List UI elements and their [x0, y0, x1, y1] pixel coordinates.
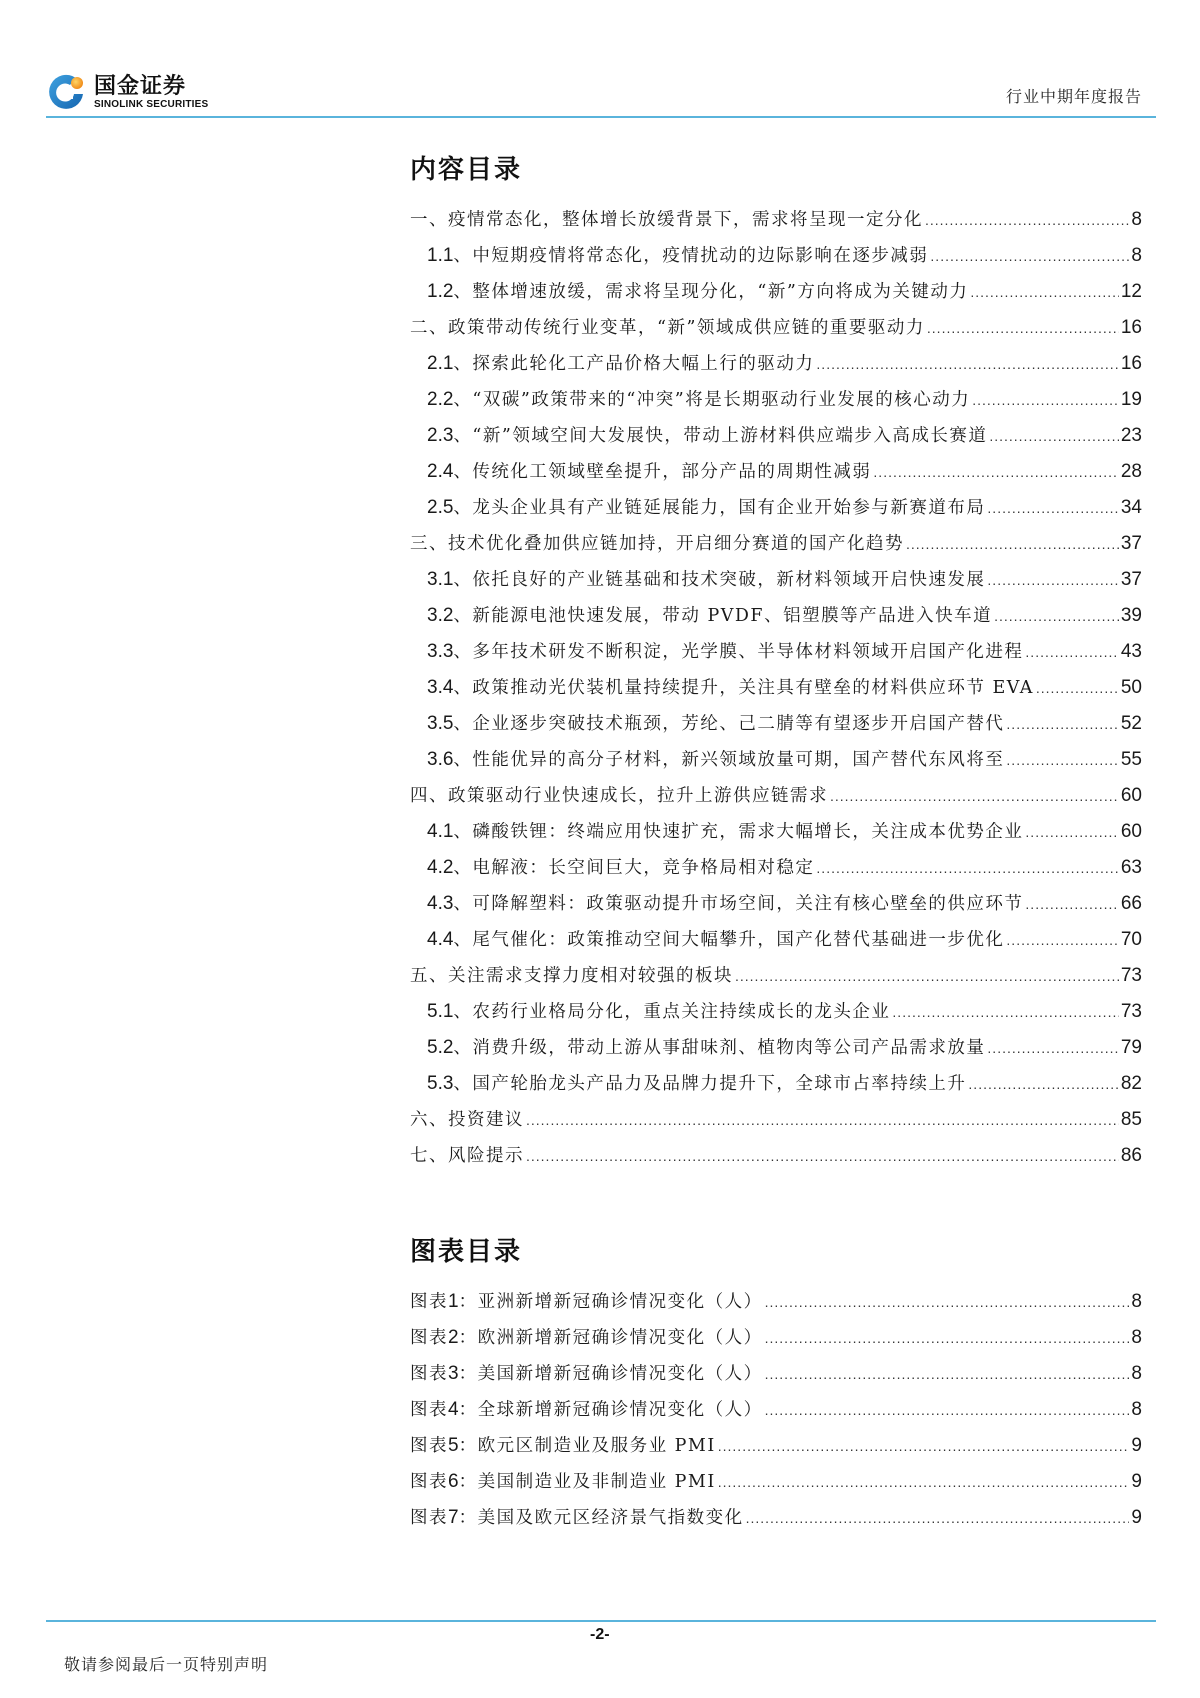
dot-leader [735, 958, 1119, 994]
toc-entry-label: 5.2、消费升级，带动上游从事甜味剂、植物肉等公司产品需求放量 [427, 1037, 986, 1058]
toc-entry-label: 1.2、整体增速放缓，需求将呈现分化，“新”方向将成为关键动力 [427, 281, 969, 302]
toc-entry[interactable] [410, 1030, 1142, 1066]
toc-entry-label: 2.2、“双碳”政策带来的“冲突”将是长期驱动行业发展的核心动力 [427, 389, 971, 410]
figure-entry-page: 9 [1131, 1507, 1142, 1528]
figure-entry-label: 图表6：美国制造业及非制造业 PMI [410, 1471, 716, 1492]
toc-entry[interactable] [410, 706, 1142, 742]
brand-name-en: SINOLINK SECURITIES [94, 99, 209, 110]
figure-entry[interactable] [410, 1464, 1142, 1500]
disclaimer-note: 敬请参阅最后一页特别声明 [64, 1655, 269, 1674]
figure-entry-page: 9 [1131, 1435, 1142, 1456]
toc-entry-label: 六、投资建议 [410, 1110, 524, 1130]
toc-entry-page: 8 [1131, 245, 1142, 266]
toc-entry-page: 37 [1120, 533, 1142, 554]
figure-entry[interactable] [410, 1320, 1142, 1356]
toc-entry-page: 23 [1120, 425, 1142, 446]
toc-entry-page: 73 [1120, 965, 1142, 986]
toc-entry-label: 一、疫情常态化，整体增长放缓背景下，需求将呈现一定分化 [410, 210, 923, 230]
toc-entry-page: 70 [1120, 929, 1142, 950]
toc-entry[interactable] [410, 454, 1142, 490]
dot-leader [765, 1356, 1130, 1392]
header-divider [46, 116, 1156, 118]
toc-entry-label: 二、政策带动传统行业变革，“新”领域成供应链的重要驱动力 [410, 318, 925, 338]
dot-leader [970, 274, 1119, 310]
dot-leader [765, 1284, 1130, 1320]
toc-entry[interactable] [410, 526, 1142, 562]
toc-entry-label: 3.6、性能优异的高分子材料，新兴领域放量可期，国产替代东风将至 [427, 749, 1005, 770]
toc-entry[interactable] [410, 994, 1142, 1030]
table-of-contents [410, 150, 1142, 1174]
dot-leader [1025, 634, 1118, 670]
toc-entry-label: 5.3、国产轮胎龙头产品力及品牌力提升下，全球市占率持续上升 [427, 1073, 967, 1094]
figure-list [410, 1284, 1142, 1536]
dot-leader [816, 850, 1118, 886]
dot-leader [765, 1392, 1130, 1428]
toc-entry[interactable] [410, 382, 1142, 418]
dot-leader [526, 1138, 1119, 1174]
dot-leader [718, 1464, 1130, 1500]
dot-leader [987, 490, 1118, 526]
toc-entry[interactable] [410, 1138, 1142, 1174]
dot-leader [746, 1500, 1130, 1536]
toc-entry[interactable] [410, 958, 1142, 994]
toc-entry[interactable] [410, 562, 1142, 598]
dot-leader [989, 418, 1119, 454]
brand-name-cn: 国金证券 [94, 74, 187, 99]
toc-entry[interactable] [410, 598, 1142, 634]
dot-leader [1006, 706, 1118, 742]
toc-entry-page: 16 [1120, 353, 1142, 374]
toc-entry-label: 2.3、“新”领域空间大发展快，带动上游材料供应端步入高成长赛道 [427, 425, 988, 446]
figure-entry[interactable] [410, 1284, 1142, 1320]
toc-title: 内容目录 [410, 155, 523, 185]
toc-entry[interactable] [410, 310, 1142, 346]
toc-entry-page: 60 [1120, 785, 1142, 806]
toc-entry-label: 3.3、多年技术研发不断积淀，光学膜、半导体材料领域开启国产化进程 [427, 641, 1024, 662]
toc-entry[interactable] [410, 742, 1142, 778]
figure-entry-label: 图表4：全球新增新冠确诊情况变化（人） [410, 1399, 763, 1420]
dot-leader [925, 202, 1129, 238]
dot-leader [892, 994, 1118, 1030]
dot-leader [927, 310, 1119, 346]
toc-entry-page: 82 [1120, 1073, 1142, 1094]
figure-entry[interactable] [410, 1356, 1142, 1392]
toc-entry-page: 37 [1120, 569, 1142, 590]
toc-entry[interactable] [410, 346, 1142, 382]
toc-entry-page: 28 [1120, 461, 1142, 482]
dot-leader [994, 598, 1119, 634]
toc-entry-page: 66 [1120, 893, 1142, 914]
toc-entry-label: 3.5、企业逐步突破技术瓶颈，芳纶、己二腈等有望逐步开启国产替代 [427, 713, 1005, 734]
dot-leader [906, 526, 1119, 562]
toc-entry[interactable] [410, 814, 1142, 850]
figure-entry-label: 图表7：美国及欧元区经济景气指数变化 [410, 1507, 744, 1528]
toc-entry-page: 50 [1120, 677, 1142, 698]
toc-entry-page: 52 [1120, 713, 1142, 734]
figure-entry-page: 9 [1131, 1471, 1142, 1492]
toc-entry-label: 4.4、尾气催化：政策推动空间大幅攀升，国产化替代基础进一步优化 [427, 929, 1005, 950]
figure-entry-label: 图表2：欧洲新增新冠确诊情况变化（人） [410, 1327, 763, 1348]
toc-entry-page: 19 [1120, 389, 1142, 410]
toc-entry-page: 12 [1120, 281, 1142, 302]
dot-leader [972, 382, 1119, 418]
page-header [46, 62, 1156, 118]
toc-entry-label: 1.1、中短期疫情将常态化，疫情扰动的边际影响在逐步减弱 [427, 245, 929, 266]
toc-entry-label: 2.5、龙头企业具有产业链延展能力，国有企业开始参与新赛道布局 [427, 497, 986, 518]
figure-entry[interactable] [410, 1428, 1142, 1464]
figure-entry-label: 图表3：美国新增新冠确诊情况变化（人） [410, 1363, 763, 1384]
toc-entry-page: 85 [1120, 1109, 1142, 1130]
dot-leader [987, 562, 1118, 598]
toc-entry[interactable] [410, 670, 1142, 706]
dot-leader [718, 1428, 1130, 1464]
toc-entry-label: 3.4、政策推动光伏装机量持续提升，关注具有壁垒的材料供应环节 EVA [427, 677, 1034, 698]
toc-entry-label: 四、政策驱动行业快速成长，拉升上游供应链需求 [410, 786, 828, 806]
toc-entry[interactable] [410, 778, 1142, 814]
toc-entry-label: 4.2、电解液：长空间巨大，竞争格局相对稳定 [427, 857, 815, 878]
figure-entry-page: 8 [1131, 1291, 1142, 1312]
dot-leader [1025, 886, 1118, 922]
figure-entry-label: 图表5：欧元区制造业及服务业 PMI [410, 1435, 716, 1456]
figure-entry[interactable] [410, 1392, 1142, 1428]
report-type: 行业中期年度报告 [1005, 87, 1142, 106]
toc-entry[interactable] [410, 238, 1142, 274]
dot-leader [873, 454, 1118, 490]
toc-list [410, 202, 1142, 1174]
toc-entry-page: 43 [1120, 641, 1142, 662]
toc-entry-label: 2.1、探索此轮化工产品价格大幅上行的驱动力 [427, 353, 815, 374]
toc-entry-label: 4.3、可降解塑料：政策驱动提升市场空间，关注有核心壁垒的供应环节 [427, 893, 1024, 914]
toc-entry-label: 三、技术优化叠加供应链加持，开启细分赛道的国产化趋势 [410, 534, 904, 554]
page-number: -2- [590, 1626, 610, 1643]
toc-entry-label: 七、风险提示 [410, 1146, 524, 1166]
figure-entry-page: 8 [1131, 1399, 1142, 1420]
dot-leader [1036, 670, 1119, 706]
toc-entry-label: 4.1、磷酸铁锂：终端应用快速扩充，需求大幅增长，关注成本优势企业 [427, 821, 1024, 842]
dot-leader [1025, 814, 1118, 850]
figure-index-title: 图表目录 [410, 1237, 523, 1267]
toc-entry[interactable] [410, 274, 1142, 310]
toc-entry-page: 63 [1120, 857, 1142, 878]
sinolink-logo [46, 72, 208, 114]
dot-leader [968, 1066, 1118, 1102]
dot-leader [816, 346, 1118, 382]
toc-entry[interactable] [410, 1066, 1142, 1102]
toc-entry[interactable] [410, 418, 1142, 454]
figure-entry[interactable] [410, 1500, 1142, 1536]
toc-entry[interactable] [410, 634, 1142, 670]
figure-index [410, 1232, 1142, 1536]
toc-entry[interactable] [410, 886, 1142, 922]
toc-entry-page: 8 [1131, 209, 1142, 230]
dot-leader [1006, 922, 1118, 958]
dot-leader [1006, 742, 1118, 778]
toc-entry-label: 5.1、农药行业格局分化，重点关注持续成长的龙头企业 [427, 1001, 891, 1022]
sinolink-logo-icon [46, 72, 88, 114]
footer-divider [46, 1620, 1156, 1622]
toc-entry-label: 3.1、依托良好的产业链基础和技术突破，新材料领域开启快速发展 [427, 569, 986, 590]
dot-leader [830, 778, 1119, 814]
toc-entry[interactable] [410, 922, 1142, 958]
toc-entry-page: 34 [1120, 497, 1142, 518]
toc-entry-page: 16 [1120, 317, 1142, 338]
figure-entry-label: 图表1：亚洲新增新冠确诊情况变化（人） [410, 1291, 763, 1312]
toc-entry-label: 2.4、传统化工领域壁垒提升，部分产品的周期性减弱 [427, 461, 872, 482]
dot-leader [987, 1030, 1118, 1066]
toc-entry-page: 73 [1120, 1001, 1142, 1022]
toc-entry-label: 五、关注需求支撑力度相对较强的板块 [410, 966, 733, 986]
figure-entry-page: 8 [1131, 1327, 1142, 1348]
toc-entry[interactable] [410, 1102, 1142, 1138]
figure-entry-page: 8 [1131, 1363, 1142, 1384]
toc-entry-page: 60 [1120, 821, 1142, 842]
toc-entry[interactable] [410, 850, 1142, 886]
toc-entry-page: 86 [1120, 1145, 1142, 1166]
toc-entry[interactable] [410, 202, 1142, 238]
toc-entry-page: 79 [1120, 1037, 1142, 1058]
toc-entry-page: 55 [1120, 749, 1142, 770]
toc-entry-page: 39 [1120, 605, 1142, 626]
toc-entry-label: 3.2、新能源电池快速发展，带动 PVDF、铝塑膜等产品进入快车道 [427, 605, 993, 626]
dot-leader [765, 1320, 1130, 1356]
toc-entry[interactable] [410, 490, 1142, 526]
dot-leader [526, 1102, 1119, 1138]
dot-leader [930, 238, 1129, 274]
